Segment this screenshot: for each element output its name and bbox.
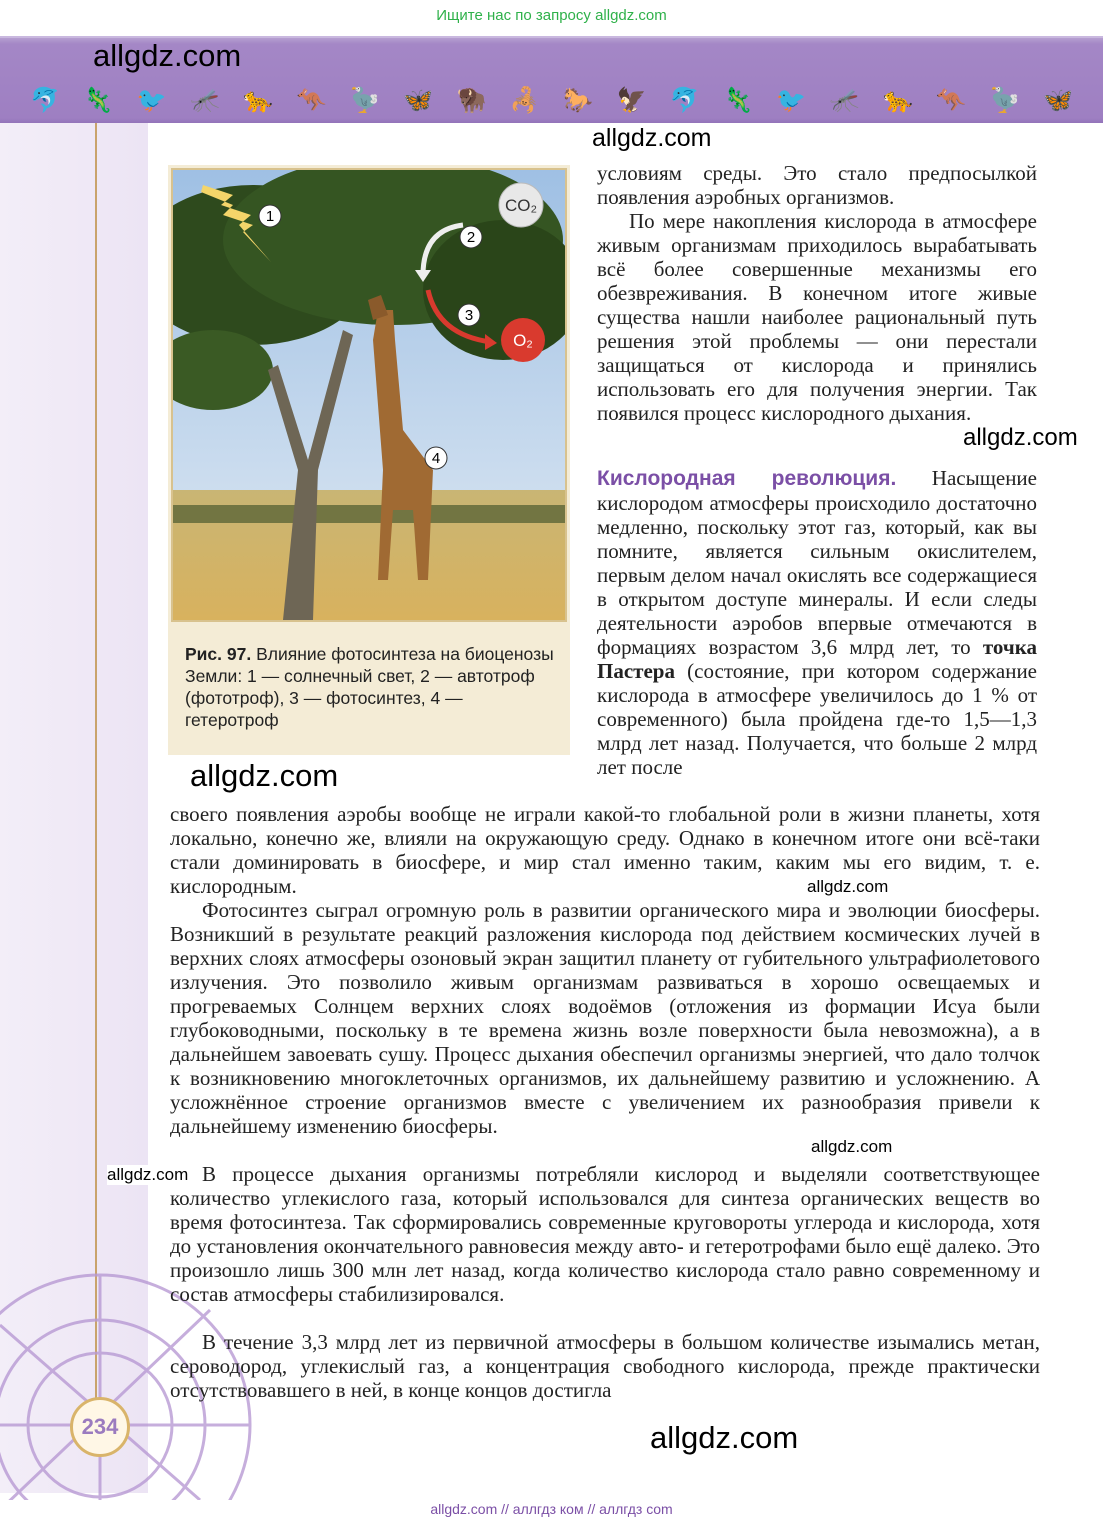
section-heading: Кислородная революция. — [597, 467, 897, 490]
top-search-note: Ищите нас по запросу allgdz.com — [436, 7, 667, 24]
butterfly-icon: 🦋 — [1042, 86, 1073, 114]
paragraph-3-text-a: Насыщение кислородом атмосферы происходило достаточно медленно, поскольку этот газ, который, как вы помните, является сильным окислителем, первым делом начал окислять все содержащиеся в открытом доступе минералы. И если следы деятельности аэробов впервые отмечаются в формациях возрастом 3,6 млрд лет, то — [597, 466, 1037, 659]
watermark: allgdz.com — [592, 124, 712, 152]
figure-caption — [185, 643, 555, 731]
mammal-icon: 🐆 — [883, 86, 913, 114]
insect-icon: 🦟 — [189, 86, 220, 114]
kangaroo-icon: 🦘 — [936, 86, 967, 114]
bird-icon: 🐦 — [776, 86, 807, 114]
lizard-icon: 🦎 — [83, 86, 114, 114]
watermark: allgdz.com — [93, 38, 242, 73]
bird-icon: 🐦 — [136, 86, 167, 114]
insect-icon: 🦟 — [829, 86, 860, 114]
kangaroo-icon: 🦘 — [296, 86, 327, 114]
giraffe-illustration — [173, 170, 565, 620]
dolphin-icon: 🐬 — [669, 86, 700, 114]
paragraph-5: Фотосинтез сыграл огромную роль в развитии органического мира и эволюции биосферы. Возникший в результате реакций разложения кислорода под действием космических лучей в верхних слоях атмосферы озоновый экран защитил планету от губительного ультрафиолетового излучения. Это позволило живым организмам развиваться в хорошо освещаемых и прогреваемых Солнцем верхних слоях водоёмов (отложения из формации Исуа были глубоководными, поскольку в те времена жизнь возле поверхности была невозможна), а в дальнейшем завоевать сушу. Процесс дыхания обеспечил организмы энергией, что дало толчок к возникновению многоклеточных организмов, их дальнейшему развитию и усложнению. А усложнённое строение организмов вместе с увеличением их разнообразия привели к дальнейшему изменению биосферы. — [170, 898, 1040, 1138]
watermark: allgdz.com — [107, 1165, 189, 1184]
running-bird-icon: 🦤 — [989, 86, 1020, 114]
paragraph-4: своего появления аэробы вообще не играли какой-то глобальной роли в жизни планеты, хотя локально, конечно же, влияли на окружающую среду. Однако в конечном итоге они всё-таки стали доминировать в биосфере, и мир стал именно таким, каким мы его видим, т. е. кислородным. — [170, 802, 1040, 898]
lizard-icon: 🦎 — [723, 86, 753, 114]
page-number: 234 — [70, 1397, 130, 1457]
watermark: allgdz.com — [807, 877, 889, 896]
figure-caption-text: Влияние фотосинтеза на биоценозы Земли: 1 — солнечный свет, 2 — автотроф (фототроф), 3 — фотосинтез, 4 — гетеротроф — [185, 644, 554, 730]
paragraph-3 — [597, 466, 1037, 779]
bison-icon: 🦬 — [456, 86, 487, 114]
marker-4: 4 — [431, 450, 441, 467]
footer-links: allgdz.com // аллгдз ком // аллгдз com — [430, 1501, 673, 1517]
watermark: allgdz.com — [963, 424, 1078, 451]
watermark: allgdz.com — [650, 1420, 799, 1455]
mammal-icon: 🐆 — [243, 86, 274, 114]
pterosaur-icon: 🦅 — [616, 86, 647, 114]
figure-97 — [168, 165, 570, 755]
scorpion-icon: 🦂 — [509, 86, 540, 114]
marker-3: 3 — [464, 307, 474, 324]
paragraph-7: В течение 3,3 млрд лет из первичной атмосферы в большом количестве изымались метан, сероводород, углекислый газ, а концентрация свободного кислорода, прежде практически отсутствовавшего в ней, в конце концов достигла — [170, 1330, 1040, 1402]
paragraph-3-text-b: (состояние, при котором содержание кислорода в атмосфере увеличилось до 1 % от современного) была пройдена где-то 1,5—1,3 млрд лет назад. Получается, что больше 2 млрд лет после — [597, 659, 1037, 779]
dolphin-icon: 🐬 — [30, 86, 60, 114]
paragraph-1: условиям среды. Это стало предпосылкой появления аэробных организмов. — [597, 161, 1037, 209]
horse-icon: 🐎 — [563, 86, 594, 114]
figure-caption-number: Рис. 97. — [185, 644, 252, 664]
watermark: allgdz.com — [190, 758, 339, 793]
marker-1: 1 — [265, 208, 275, 225]
paragraph-2: По мере накопления кислорода в атмосфере живым организмам приходилось вырабатывать всё более совершенные механизмы его обезвреживания. В конечном итоге живые существа нашли наиболее рациональный путь решения этой проблемы — они перестали защищаться от кислорода и принялись использовать его для получения энергии. Так появился процесс кислородного дыхания. — [597, 209, 1037, 425]
paragraph-6: В процессе дыхания организмы потребляли кислород и выделяли соответствующее количество углекислого газа, который использовался для синтеза органических веществ во время фотосинтеза. Так сформировались современные круговороты углерода и кислорода, хотя до установления окончательного равновесия между авто- и гетеротрофами было ещё далеко. Это произошло лишь 300 млн лет назад, когда количество кислорода стало равно современному и состав атмосферы стабилизировался. — [170, 1162, 1040, 1306]
watermark: allgdz.com — [811, 1137, 893, 1156]
butterfly-icon: 🦋 — [403, 86, 434, 114]
animal-icon-strip — [0, 80, 1103, 120]
co2-label: CO₂ — [504, 196, 538, 215]
term-pasteur-point: точка Пастера — [597, 635, 1037, 683]
o2-label: O₂ — [513, 331, 533, 350]
giraffe-photo — [171, 168, 567, 622]
running-bird-icon: 🦤 — [349, 86, 380, 114]
marker-2: 2 — [466, 229, 476, 246]
